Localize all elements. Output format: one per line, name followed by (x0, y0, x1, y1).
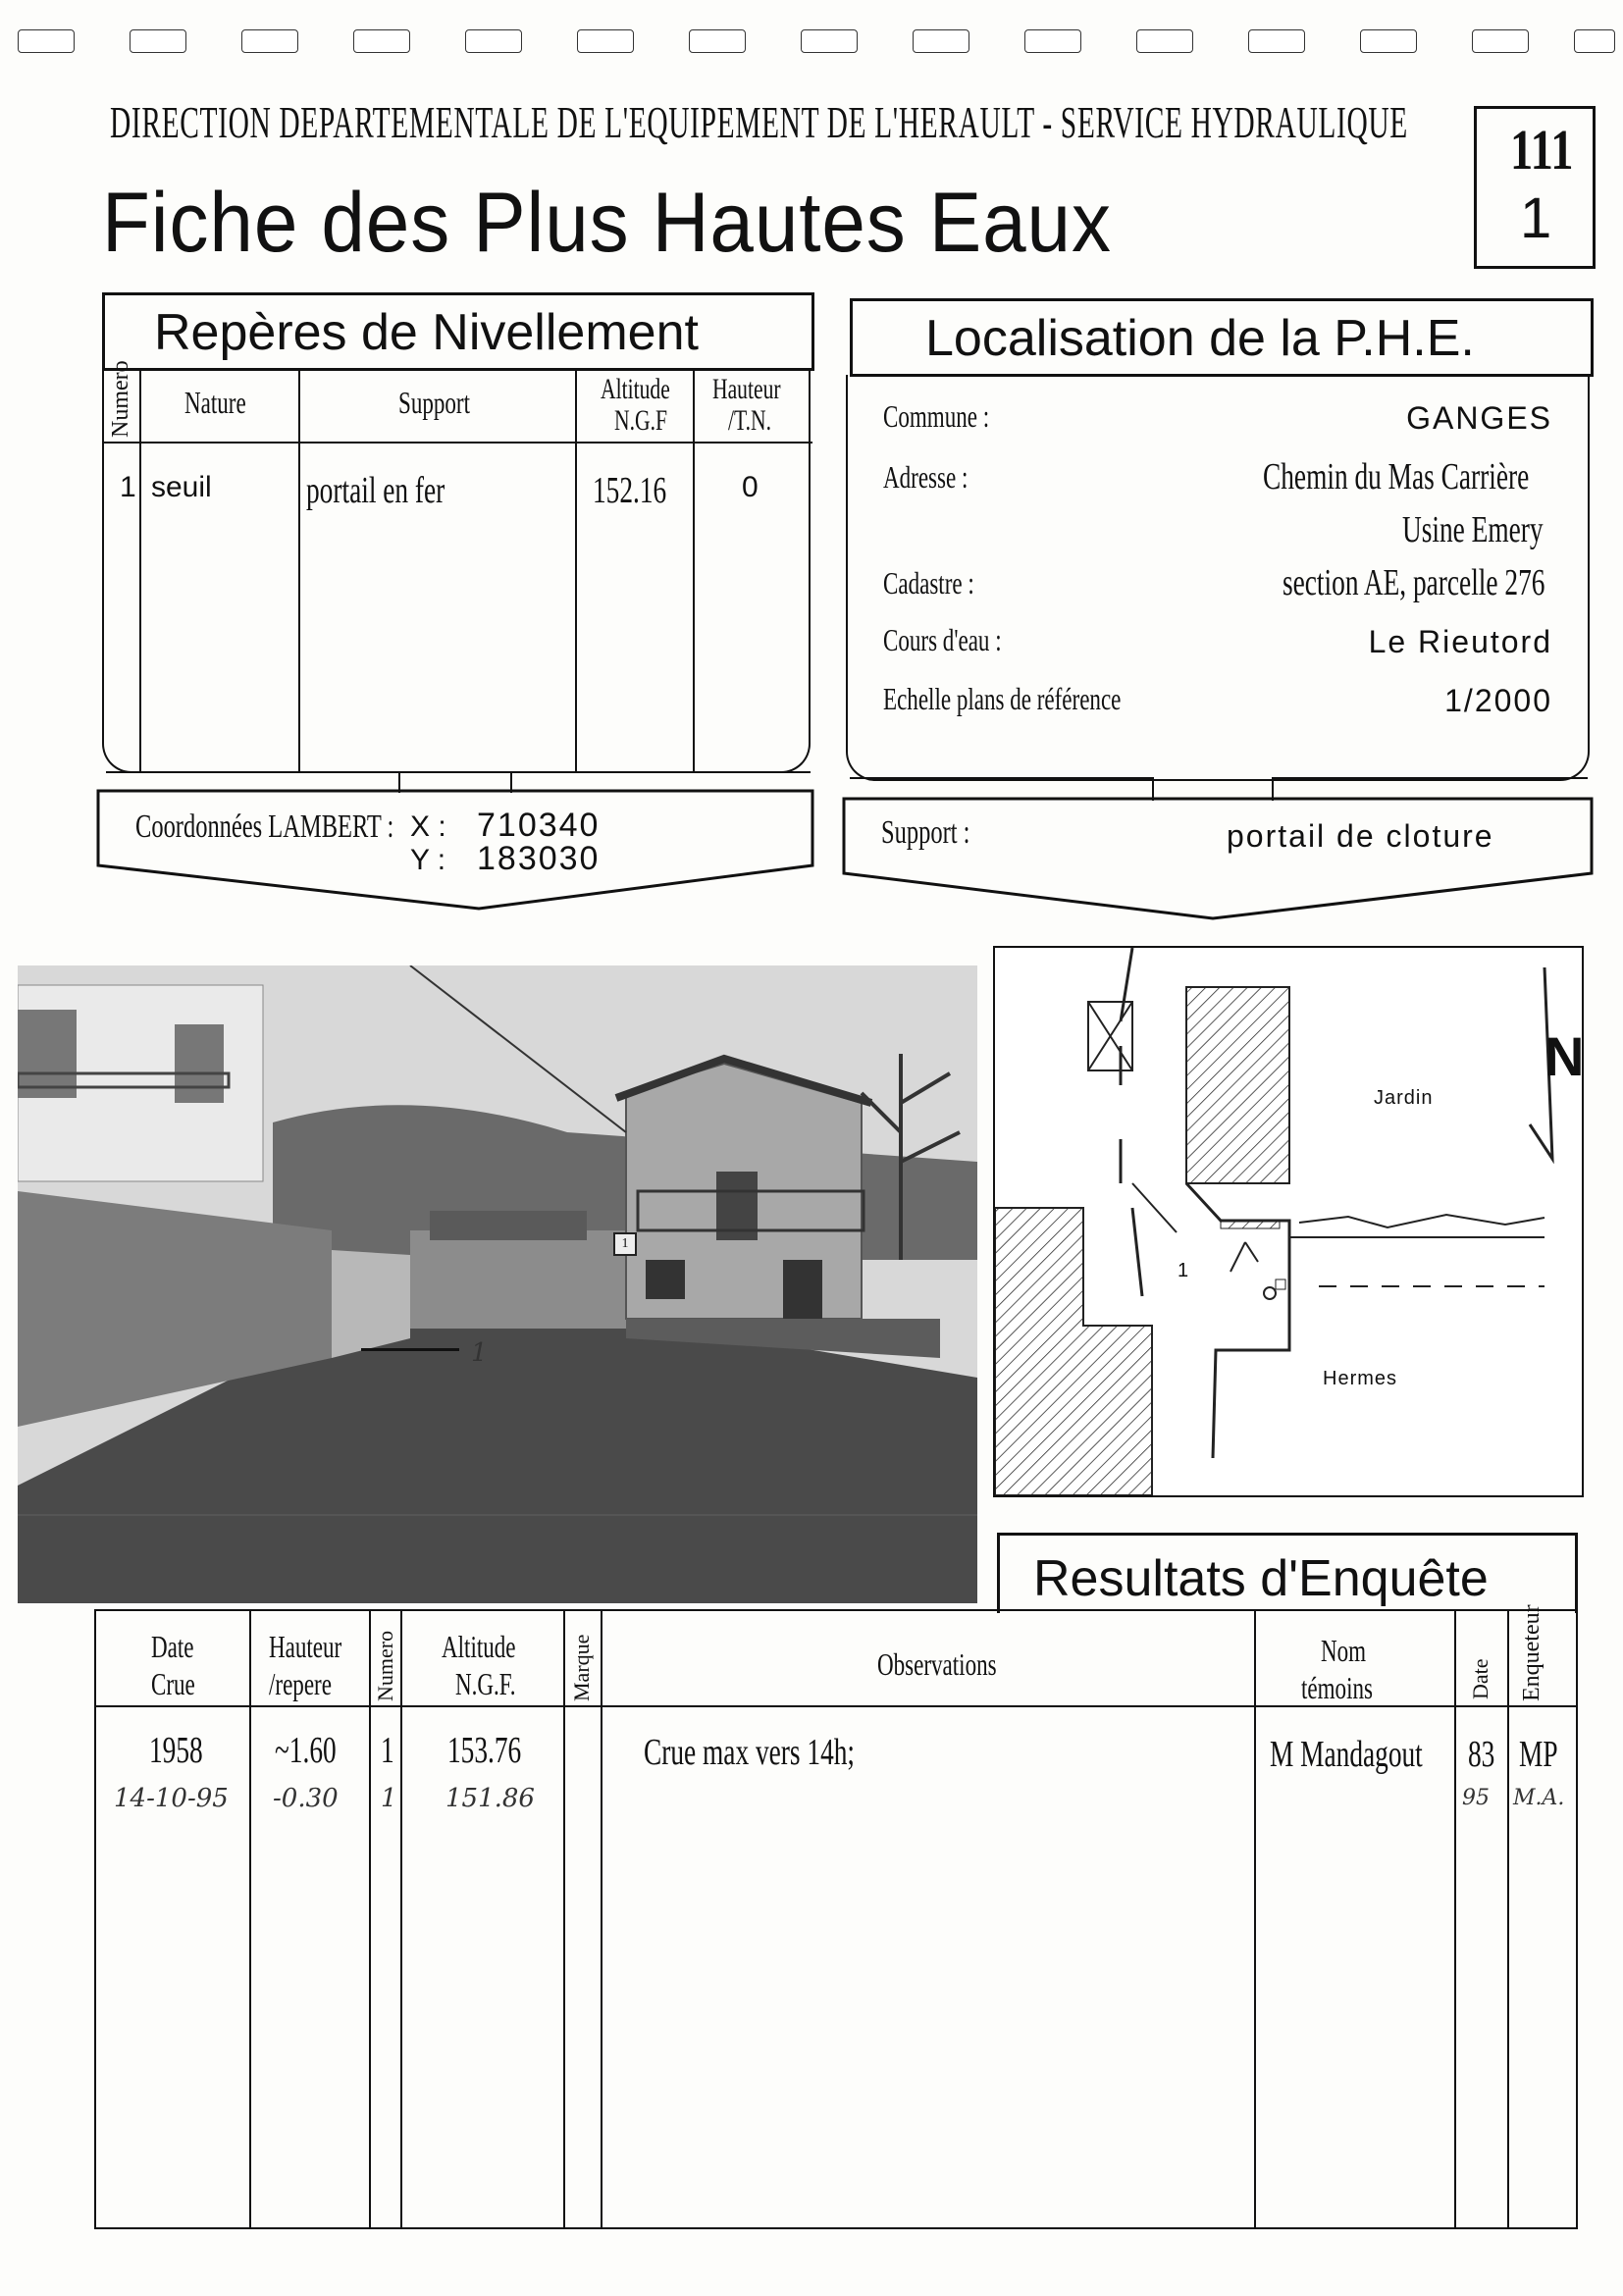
plan-marker: 1 (1178, 1260, 1189, 1281)
resultats-title: Resultats d'Enquête (1033, 1550, 1489, 1607)
reference-number: 111 (1510, 118, 1574, 182)
binder-hole (465, 29, 522, 53)
direction-heading: DIRECTION DEPARTEMENTALE DE L'EQUIPEMENT DE L'HERAULT - SERVICE HYDRAULIQUE (110, 97, 1408, 147)
coord-x-value: 710340 (477, 807, 601, 844)
commune-label: Commune : (883, 398, 990, 434)
col-nature: Nature (184, 385, 246, 420)
col-altitude: Altitude (601, 373, 670, 405)
binder-hole (1360, 29, 1417, 53)
binder-hole (913, 29, 969, 53)
row2-date-enquete: 95 (1462, 1786, 1490, 1810)
col-altitude-ngf: Altitude (442, 1629, 516, 1664)
photo-marker-label: 1 (471, 1338, 488, 1368)
commune-value: GANGES (1406, 400, 1552, 436)
row1-observations: Crue max vers 14h; (644, 1732, 856, 1773)
adresse-line-2: Usine Emery (1401, 509, 1544, 550)
cours-label: Cours d'eau : (883, 622, 1002, 657)
repere-altitude: 152.16 (593, 470, 667, 511)
location-plan (993, 946, 1584, 1497)
site-photo (18, 965, 977, 1603)
col-temoins: témoins (1301, 1670, 1373, 1705)
plan-label-jardin: Jardin (1374, 1087, 1434, 1109)
north-indicator: N (1544, 1025, 1585, 1087)
photo-sign: 1 (613, 1232, 637, 1256)
row1-numero: 1 (381, 1730, 394, 1771)
row1-enqueteur: MP (1519, 1734, 1558, 1775)
cadastre-value: section AE, parcelle 276 (1282, 562, 1544, 603)
localisation-title-box (850, 298, 1594, 377)
binder-hole (130, 29, 186, 53)
reperes-title: Repères de Nivellement (154, 304, 699, 361)
binder-hole (1024, 29, 1081, 53)
row2-altitude: 151.86 (445, 1784, 535, 1813)
reference-box (1474, 106, 1596, 269)
coordinates-frame (96, 787, 816, 916)
col-nom: Nom (1321, 1633, 1367, 1668)
binder-hole (18, 29, 75, 53)
adresse-line-1: Chemin du Mas Carrière (1263, 456, 1530, 497)
coord-y-value: 183030 (477, 840, 601, 877)
binder-hole (353, 29, 410, 53)
col-hauteur-repere: Hauteur (269, 1629, 342, 1664)
localisation-panel (846, 375, 1590, 781)
coordinates-label: Coordonnées LAMBERT : (135, 809, 394, 845)
binder-hole (241, 29, 298, 53)
reference-sub: 1 (1520, 186, 1552, 250)
row2-numero: 1 (381, 1784, 397, 1813)
row2-date: 14-10-95 (114, 1784, 229, 1813)
repere-nature: seuil (151, 471, 212, 503)
adresse-label: Adresse : (883, 459, 969, 495)
resultats-table (94, 1604, 1578, 2229)
col-hauteur-repere-2: /repere (269, 1666, 332, 1701)
col-date-crue-2: Crue (151, 1666, 195, 1701)
support-value: portail de cloture (1227, 818, 1494, 854)
col-numero: Numero (373, 1630, 397, 1701)
binder-hole (1136, 29, 1193, 53)
col-date-enquete: Date (1468, 1658, 1492, 1699)
row2-enqueteur: M.A. (1513, 1786, 1565, 1810)
echelle-label: Echelle plans de référence (883, 681, 1122, 716)
binder-hole (1472, 29, 1529, 53)
repere-support: portail en fer (306, 470, 445, 511)
echelle-value: 1/2000 (1444, 683, 1552, 718)
col-observations: Observations (877, 1646, 997, 1682)
binder-hole (1248, 29, 1305, 53)
row1-date-enquete: 83 (1468, 1734, 1495, 1775)
resultats-title-box (997, 1533, 1578, 1613)
col-altitude-unit: N.G.F (614, 404, 668, 437)
binder-hole (1574, 29, 1615, 53)
col-altitude-ngf-2: N.G.F. (455, 1666, 516, 1701)
row1-hauteur: ~1.60 (275, 1730, 337, 1771)
col-enqueteur: Enqueteur (1519, 1604, 1544, 1701)
localisation-title: Localisation de la P.H.E. (925, 310, 1475, 367)
col-hauteur: Hauteur (712, 373, 781, 405)
col-date-crue: Date (151, 1629, 194, 1664)
photo-marker-arrow (361, 1348, 459, 1351)
col-support: Support (398, 385, 470, 420)
col-marque: Marque (569, 1634, 594, 1701)
coord-x-label: X : (410, 810, 446, 843)
binder-hole (801, 29, 858, 53)
row1-date: 1958 (149, 1730, 203, 1771)
cours-value: Le Rieutord (1368, 624, 1552, 659)
col-hauteur-unit: /T.N. (728, 404, 771, 437)
binder-hole (577, 29, 634, 53)
row1-altitude: 153.76 (447, 1730, 522, 1771)
reperes-table (102, 360, 811, 773)
row1-temoin: M Mandagout (1270, 1734, 1423, 1775)
repere-numero: 1 (120, 471, 136, 503)
col-numero: Numero (108, 360, 133, 438)
reperes-title-box (102, 292, 814, 371)
repere-hauteur: 0 (742, 471, 759, 503)
binder-hole (689, 29, 746, 53)
coord-y-label: Y : (410, 844, 446, 876)
page-title: Fiche des Plus Hautes Eaux (102, 176, 1112, 270)
row2-hauteur: -0.30 (273, 1784, 339, 1813)
cadastre-label: Cadastre : (883, 565, 974, 600)
support-label: Support : (881, 814, 970, 851)
plan-label-hermes: Hermes (1323, 1368, 1398, 1389)
